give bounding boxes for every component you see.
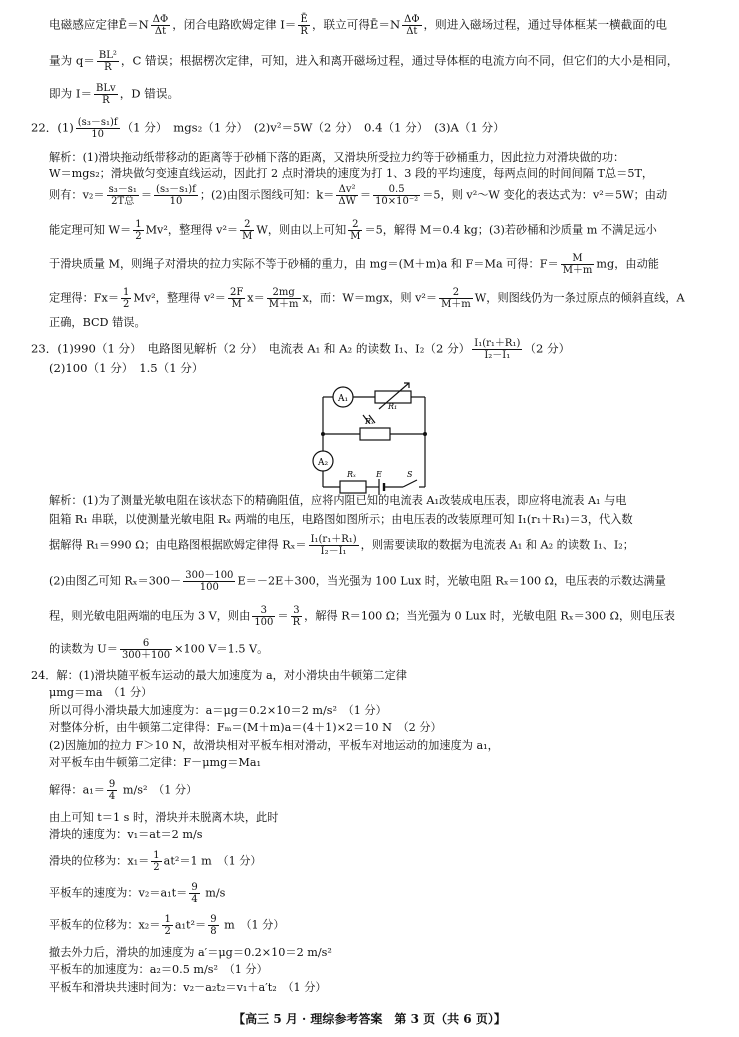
q22-answer: 22．(1) $\frac{\text{(s₃－s₁)f}}{10}$ （1 分） mgs₂（1 分） (2)v²＝5W（2 分） 0.4（1 分） (3)A（1 分） [31,117,505,140]
text-line: 由上可知 t＝1 s 时，滑块并未脱离木块，此时 [49,811,279,824]
fraction: $\frac{2mg}{M+m}$ [268,287,299,310]
q23-answer: 23．(1)990（1 分） 电路图见解析（2 分） 电流表 A₁ 和 A₂ 的读数 I₁、I₂（2 分） $\frac{\text{I₁(r₁＋R₁)}}{\text{I₂－I₁}}$ （2 分） [31,338,571,361]
text-line: μmg＝ma （1 分） [49,686,153,699]
label-a1: A₁ [338,394,349,404]
label-e: E [376,470,382,479]
fraction: $\frac{\Delta\Phi}{\Delta t}$ [404,14,420,37]
text-line: 电磁感应定律Ē＝N $\frac{\Delta\Phi}{\Delta t}$ ，闭合电路欧姆定律 I＝ $\frac{Ē}{R}$ ，联立可得Ē＝N $\frac{\Delta\Phi}{\Delta t}$ ，则进入磁场过程，通过导体框某一横截面的电 [49,14,668,37]
text-line: 程，则光敏电阻两端的电压为 3 V，则由 $\frac{3}{100}$ ＝ $\frac{3}{R}$ ，解得 R＝100 Ω；当光强为 0 Lux 时，光敏电阻 Rₓ＝300 Ω，则电压表 [49,605,675,628]
fraction: $\frac{9}{8}$ [210,914,217,937]
text-line: 所以可得小滑块最大加速度为：a＝μg＝0.2×10＝2 m/s² （1 分） [49,704,387,717]
text-line: 的读数为 U＝ $\frac{6}{300+100}$ ×100 V＝1.5 V。 [49,638,269,661]
text-line: (2)100（1 分） 1.5（1 分） [49,361,204,375]
fraction: $\frac{\text{Δv²}}{\Delta W}$ [338,184,356,207]
text-line: 对整体分析，由牛顿第二定律得：Fₘ＝(M＋m)a＝(4＋1)×2＝10 N （2 分） [49,721,442,734]
fraction: $\frac{\text{(s₃－s₁)f}}{10}$ [156,184,196,207]
fraction: $\frac{6}{300+100}$ [121,638,171,661]
text-line: W＝mgs₂；滑块做匀变速直线运动，因此打 2 点时滑块的速度为打 1、3 段的平均速度，每两点间的时间间隔 T总＝5T， [49,167,654,180]
fraction: $\frac{1}{2}$ [135,219,142,242]
fraction: $\frac{9}{4}$ [191,882,198,905]
text-line: 阻箱 R₁ 串联，以使测量光敏电阻 Rₓ 两端的电压，电路图如图所示；由电压表的改装原理可知 I₁(r₁＋R₁)＝3，代入数 [49,513,633,526]
fraction: $\frac{1}{2}$ [153,850,160,873]
text-line: (2)由图乙可知 Rₓ＝300－ $\frac{300-100}{100}$ E＝－2E＋300，当光强为 100 Lux 时，光敏电阻 Rₓ＝100 Ω，电压表的示数达满量 [49,570,666,593]
text-line: (2)因施加的拉力 F＞10 N，故滑块相对平板车相对滑动，平板车对地运动的加速度为 a₁， [49,739,499,752]
circuit-diagram [305,377,435,495]
fraction: $\frac{1}{2}$ [123,287,130,310]
text-line: 平板车的加速度为：a₂＝0.5 m/s² （1 分） [49,963,268,976]
label-rx-bottom: Rₓ [347,470,356,479]
fraction: $\frac{M}{M+m}$ [562,253,593,276]
label-s: S [407,470,413,479]
text-line: 平板车和滑块共速时间为：v₂－a₂t₂＝v₁＋a′t₂ （1 分） [49,981,327,994]
text-line: 定理得：Fx＝ $\frac{1}{2}$ Mv²，整理得 v²＝ $\frac{2F}{M}$ x＝ $\frac{2mg}{M+m}$ x，而：W＝mgx，则 v²＝ $\frac{2}{M+m}$ W，则图线仍为一条过原点的倾斜直线，A [49,287,685,310]
text-line: 滑块的速度为：v₁＝at＝2 m/s [49,828,203,841]
label-a2: A₂ [318,458,329,468]
fraction: $\frac{\text{BL²}}{R}$ [98,50,117,73]
text-line: 正确，BCD 错误。 [49,316,146,329]
fraction: $\frac{\Delta\Phi}{\Delta t}$ [152,14,169,37]
fraction: $\frac{1}{2}$ [164,914,171,937]
text-line: 解得：a₁＝ $\frac{9}{4}$ m/s² （1 分） [49,779,198,802]
text-line: 解析：(1)为了测量光敏电阻在该状态下的精确阻值，应将内阻已知的电流表 A₁改装成电压表，即应将电流表 A₁ 与电 [49,494,627,507]
fraction: $\frac{\text{s₃－s₁}}{\text{2T总}}$ [108,184,137,207]
fraction: $\frac{\text{I₁(r₁＋R₁)}}{\text{I₂－I₁}}$ [474,338,521,361]
fraction: $\frac{\text{(s₃－s₁)f}}{10}$ [77,117,118,140]
fraction: $\frac{9}{4}$ [108,779,116,802]
fraction: $\frac{0.5}{\text{10×10⁻²}}$ [375,184,419,207]
text-line: 据解得 R₁＝990 Ω；由电路图根据欧姆定律得 Rₓ＝ $\frac{\text{I₁(r₁＋R₁)}}{\text{I₂－I₁}}$ ，则需要读取的数据为电流表 A₁ 和 A₂ 的读数 I₁、I₂； [49,534,634,557]
text-line: 于滑块质量 M，则绳子对滑块的拉力实际不等于砂桶的重力，由 mg＝(M＋m)a 和 F＝Ma 可得：F＝ $\frac{M}{M+m}$ mg，由动能 [49,253,659,276]
fraction: $\frac{3}{R}$ [292,605,301,628]
page-footer: 【高三 5 月 · 理综参考答案 第 3 页（共 6 页）】 [233,1012,506,1026]
text-line: 滑块的位移为：x₁＝ $\frac{1}{2}$ at²＝1 m （1 分） [49,850,262,873]
text-line: 量为 q＝ $\frac{\text{BL²}}{R}$ ，C 错误；根据楞次定律，可知，进入和离开磁场过程，通过导体框的电流方向不同，但它们的大小是相同， [49,50,679,73]
text-line: 平板车的速度为：v₂＝a₁t＝ $\frac{9}{4}$ m/s [49,882,226,905]
text-line: 能定理可知 W＝ $\frac{1}{2}$ Mv²，整理得 v²＝ $\frac{2}{M}$ W，则由以上可知 $\frac{2}{M}$ ＝5，解得 M＝0.4 kg；(3)若砂桶和沙质量 m 不满足远小 [49,219,657,242]
fraction: $\frac{2}{M+m}$ [441,287,471,310]
text-line: 平板车的位移为：x₂＝ $\frac{1}{2}$ a₁t²＝ $\frac{9}{8}$ m （1 分） [49,914,285,937]
fraction: $\frac{\text{I₁(r₁＋R₁)}}{\text{I₂－I₁}}$ [310,534,357,557]
fraction: $\frac{\text{BLv}}{R}$ [96,83,116,106]
q24-answer: 24．解：(1)滑块随平板车运动的最大加速度为 a，对小滑块由牛顿第二定律 [31,669,407,682]
text-line: 对平板车由牛顿第二定律：F－μmg＝Ma₁ [49,756,262,769]
fraction: $\frac{Ē}{R}$ [300,14,308,37]
fraction: $\frac{300-100}{100}$ [185,570,234,593]
label-r1: R₁ [388,402,398,411]
fraction: $\frac{2}{M}$ [242,219,253,242]
fraction: $\frac{2F}{M}$ [229,287,244,310]
fraction: $\frac{2}{M}$ [350,219,361,242]
text-line: 撤去外力后，滑块的加速度为 a′＝μg＝0.2×10＝2 m/s² [49,946,332,959]
text-line: 即为 I＝ $\frac{\text{BLv}}{R}$ ，D 错误。 [49,83,180,106]
label-rx: Rₓ [365,417,374,426]
text-line: 解析：(1)滑块拖动纸带移动的距离等于砂桶下落的距离，又滑块所受拉力约等于砂桶重力，因此拉力对滑块做的功： [49,151,625,164]
text-line: 则有：v₂＝ $\frac{\text{s₃－s₁}}{\text{2T总}}$ ＝ $\frac{\text{(s₃－s₁)f}}{10}$ ；(2)由图示图线可知：k＝ $\frac{\text{Δv²}}{\Delta W}$ ＝ $\frac{0.5}{\text{10×10⁻²}}$ ＝5，则 v²～W 变化的表达式为：v²＝5W；由动 [49,184,668,207]
fraction: $\frac{3}{100}$ [254,605,274,628]
